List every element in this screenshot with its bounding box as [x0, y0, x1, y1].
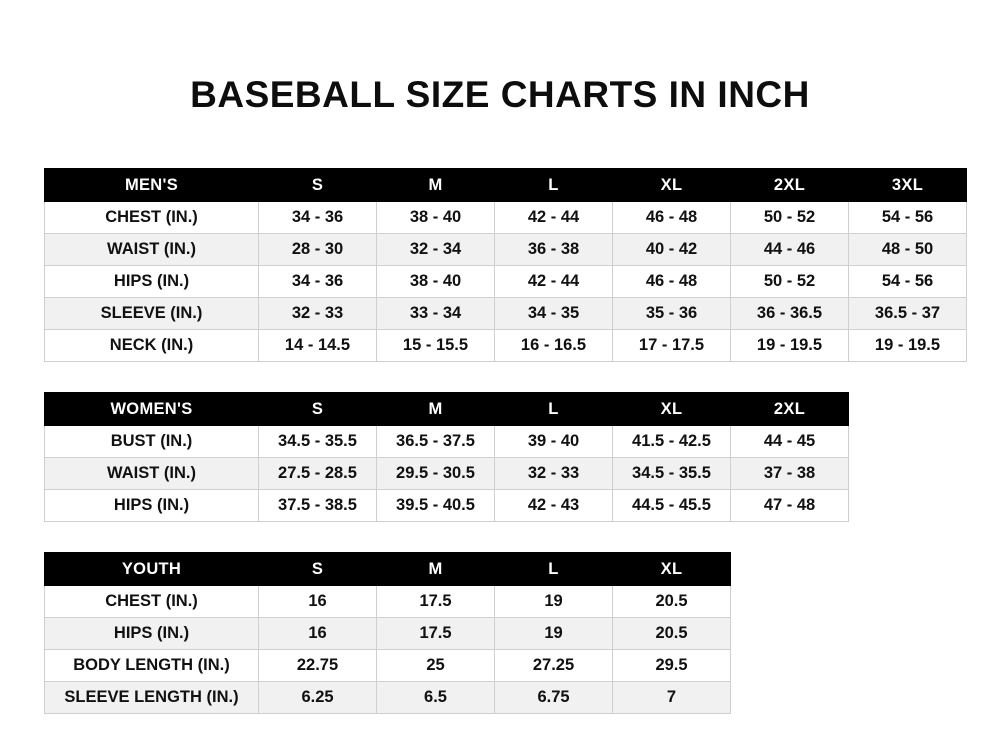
- table-cell: 41.5 - 42.5: [613, 426, 731, 458]
- womens-column-header: S: [259, 393, 377, 426]
- womens-table-body: [45, 426, 849, 522]
- womens-column-header: M: [377, 393, 495, 426]
- table-row: [45, 234, 967, 266]
- table-cell: 50 - 52: [731, 266, 849, 298]
- table-cell: 16 - 16.5: [495, 330, 613, 362]
- womens-size-table: [44, 392, 849, 522]
- youth-column-header: L: [495, 553, 613, 586]
- table-cell: 17.5: [377, 618, 495, 650]
- table-cell: 50 - 52: [731, 202, 849, 234]
- row-label: SLEEVE (IN.): [45, 298, 259, 330]
- table-cell: 27.25: [495, 650, 613, 682]
- womens-column-header: 2XL: [731, 393, 849, 426]
- table-row: [45, 202, 967, 234]
- table-cell: 34.5 - 35.5: [259, 426, 377, 458]
- mens-column-header: 3XL: [849, 169, 967, 202]
- youth-column-header: S: [259, 553, 377, 586]
- table-cell: 19: [495, 586, 613, 618]
- row-label: NECK (IN.): [45, 330, 259, 362]
- table-cell: 48 - 50: [849, 234, 967, 266]
- table-cell: 22.75: [259, 650, 377, 682]
- womens-table-header: [45, 393, 849, 426]
- table-cell: 42 - 43: [495, 490, 613, 522]
- table-cell: 17 - 17.5: [613, 330, 731, 362]
- table-cell: 16: [259, 618, 377, 650]
- table-cell: 44 - 45: [731, 426, 849, 458]
- table-cell: 19 - 19.5: [731, 330, 849, 362]
- table-cell: 28 - 30: [259, 234, 377, 266]
- table-cell: 38 - 40: [377, 266, 495, 298]
- table-row: [45, 490, 849, 522]
- womens-column-header: XL: [613, 393, 731, 426]
- table-cell: 19: [495, 618, 613, 650]
- row-label: WAIST (IN.): [45, 458, 259, 490]
- youth-size-table: [44, 552, 731, 714]
- womens-column-header: L: [495, 393, 613, 426]
- table-cell: 32 - 33: [495, 458, 613, 490]
- tables-container: [0, 168, 1000, 714]
- table-cell: 15 - 15.5: [377, 330, 495, 362]
- table-cell: 19 - 19.5: [849, 330, 967, 362]
- table-cell: 34 - 36: [259, 266, 377, 298]
- row-label: SLEEVE LENGTH (IN.): [45, 682, 259, 714]
- youth-header-label: YOUTH: [45, 553, 259, 586]
- table-cell: 32 - 33: [259, 298, 377, 330]
- table-cell: 25: [377, 650, 495, 682]
- table-cell: 54 - 56: [849, 266, 967, 298]
- table-row: [45, 330, 967, 362]
- table-cell: 47 - 48: [731, 490, 849, 522]
- table-row: [45, 618, 731, 650]
- row-label: CHEST (IN.): [45, 586, 259, 618]
- table-cell: 32 - 34: [377, 234, 495, 266]
- table-cell: 44.5 - 45.5: [613, 490, 731, 522]
- table-header-row: [45, 393, 849, 426]
- table-cell: 44 - 46: [731, 234, 849, 266]
- table-cell: 33 - 34: [377, 298, 495, 330]
- table-cell: 36 - 36.5: [731, 298, 849, 330]
- page-title: BASEBALL SIZE CHARTS IN INCH: [190, 74, 810, 115]
- table-cell: 34 - 35: [495, 298, 613, 330]
- table-row: [45, 650, 731, 682]
- row-label: BUST (IN.): [45, 426, 259, 458]
- table-cell: 42 - 44: [495, 266, 613, 298]
- table-cell: 39 - 40: [495, 426, 613, 458]
- mens-column-header: XL: [613, 169, 731, 202]
- mens-table-body: [45, 202, 967, 362]
- table-cell: 20.5: [613, 586, 731, 618]
- table-cell: 36 - 38: [495, 234, 613, 266]
- table-cell: 6.5: [377, 682, 495, 714]
- table-cell: 46 - 48: [613, 202, 731, 234]
- row-label: CHEST (IN.): [45, 202, 259, 234]
- youth-column-header: XL: [613, 553, 731, 586]
- table-row: [45, 426, 849, 458]
- table-header-row: [45, 553, 731, 586]
- table-cell: 36.5 - 37: [849, 298, 967, 330]
- table-cell: 39.5 - 40.5: [377, 490, 495, 522]
- table-cell: 35 - 36: [613, 298, 731, 330]
- table-row: [45, 458, 849, 490]
- table-cell: 7: [613, 682, 731, 714]
- table-row: [45, 682, 731, 714]
- mens-column-header: S: [259, 169, 377, 202]
- table-cell: 17.5: [377, 586, 495, 618]
- mens-column-header: 2XL: [731, 169, 849, 202]
- table-cell: 54 - 56: [849, 202, 967, 234]
- womens-header-label: WOMEN'S: [45, 393, 259, 426]
- mens-column-header: M: [377, 169, 495, 202]
- table-cell: 29.5 - 30.5: [377, 458, 495, 490]
- row-label: BODY LENGTH (IN.): [45, 650, 259, 682]
- table-cell: 34.5 - 35.5: [613, 458, 731, 490]
- row-label: HIPS (IN.): [45, 266, 259, 298]
- row-label: HIPS (IN.): [45, 490, 259, 522]
- mens-table-header: [45, 169, 967, 202]
- table-cell: 38 - 40: [377, 202, 495, 234]
- table-row: [45, 586, 731, 618]
- table-row: [45, 266, 967, 298]
- table-cell: 6.75: [495, 682, 613, 714]
- mens-size-table: [44, 168, 967, 362]
- table-row: [45, 298, 967, 330]
- table-cell: 46 - 48: [613, 266, 731, 298]
- table-cell: 6.25: [259, 682, 377, 714]
- table-cell: 27.5 - 28.5: [259, 458, 377, 490]
- mens-column-header: L: [495, 169, 613, 202]
- row-label: WAIST (IN.): [45, 234, 259, 266]
- table-cell: 16: [259, 586, 377, 618]
- table-cell: 37 - 38: [731, 458, 849, 490]
- youth-column-header: M: [377, 553, 495, 586]
- table-cell: 42 - 44: [495, 202, 613, 234]
- table-header-row: [45, 169, 967, 202]
- table-cell: 14 - 14.5: [259, 330, 377, 362]
- table-cell: 34 - 36: [259, 202, 377, 234]
- table-cell: 36.5 - 37.5: [377, 426, 495, 458]
- mens-header-label: MEN'S: [45, 169, 259, 202]
- table-cell: 37.5 - 38.5: [259, 490, 377, 522]
- youth-table-body: [45, 586, 731, 714]
- table-cell: 20.5: [613, 618, 731, 650]
- table-cell: 29.5: [613, 650, 731, 682]
- row-label: HIPS (IN.): [45, 618, 259, 650]
- youth-table-header: [45, 553, 731, 586]
- table-cell: 40 - 42: [613, 234, 731, 266]
